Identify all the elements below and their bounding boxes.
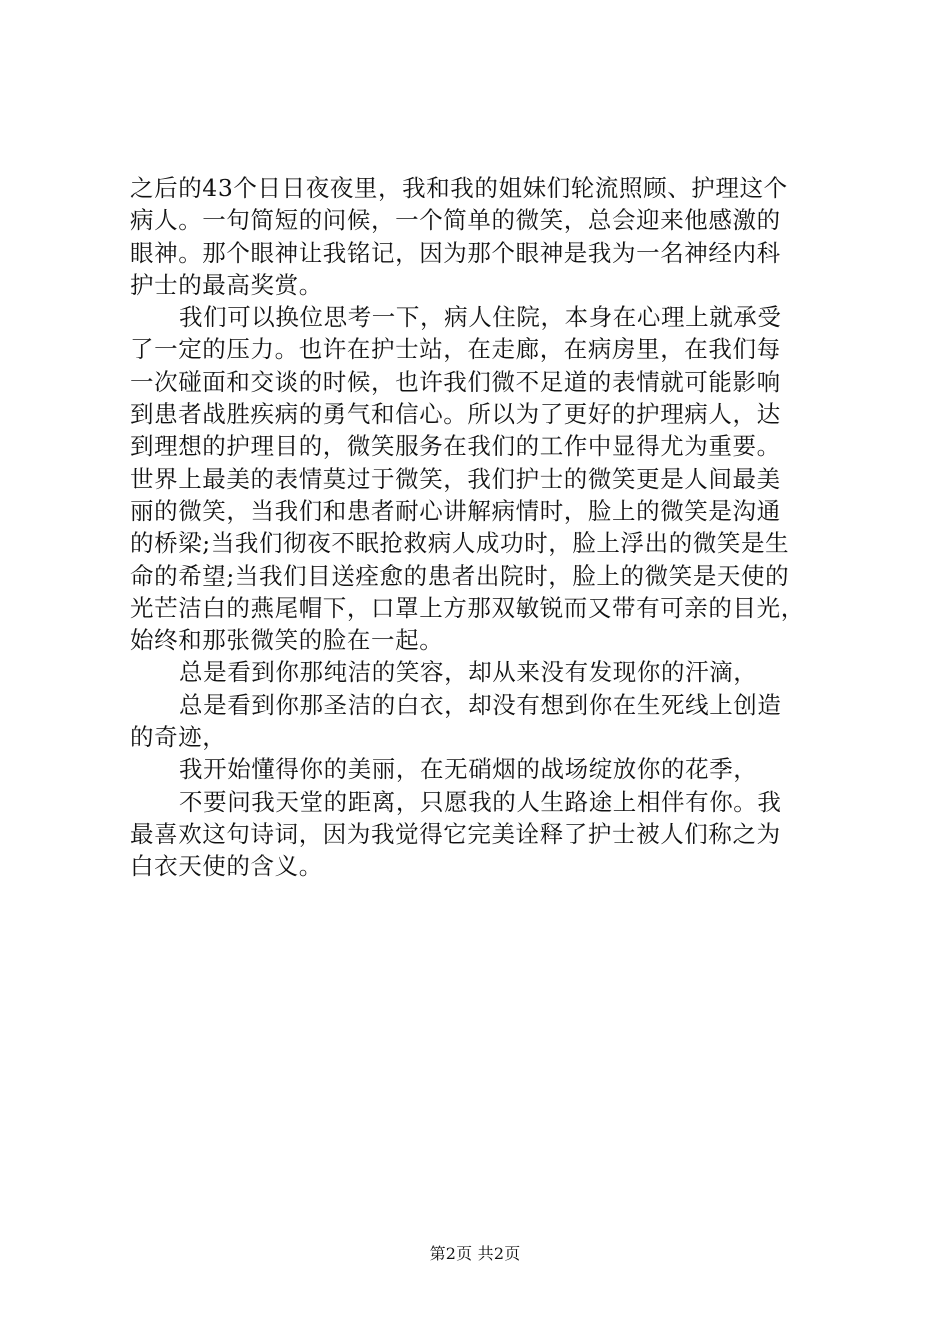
text-line: 最喜欢这句诗词，因为我觉得它完美诠释了护士被人们称之为 [130,819,781,848]
text-line: 的桥梁;当我们彻夜不眠抢救病人成功时，脸上浮出的微笑是生 [130,529,790,558]
text-line: 一次碰面和交谈的时候，也许我们微不足道的表情就可能影响 [130,367,781,396]
text-line: 到理想的护理目的，微笑服务在我们的工作中显得尤为重要。 [130,432,781,461]
text-line: 丽的微笑，当我们和患者耐心讲解病情时，脸上的微笑是沟通 [130,496,781,525]
body-text [130,172,830,883]
text-line: 光芒洁白的燕尾帽下，口罩上方那双敏锐而又带有可亲的目光， [130,593,805,622]
text-line: 白衣天使的含义。 [130,852,323,881]
text-line: 始终和那张微笑的脸在一起。 [130,626,444,655]
text-line: 护士的最高奖赏。 [130,270,323,299]
text-line: 到患者战胜疾病的勇气和信心。所以为了更好的护理病人，达 [130,400,781,429]
poem-line: 我开始懂得你的美丽，在无硝烟的战场绽放你的花季， [179,755,758,784]
text-line: 眼神。那个眼神让我铭记，因为那个眼神是我为一名神经内科 [130,238,781,267]
poem-line: 总是看到你那纯洁的笑容，却从来没有发现你的汗滴， [179,658,758,687]
paragraph-start-line: 不要问我天堂的距离，只愿我的人生路途上相伴有你。我 [179,787,782,816]
paragraph-start-line: 我们可以换位思考一下，病人住院，本身在心理上就承受 [179,303,782,332]
text-line: 病人。一句简短的问候，一个简单的微笑，总会迎来他感激的 [130,206,781,235]
text-line: 命的希望;当我们目送痊愈的患者出院时，脸上的微笑是天使的 [130,561,790,590]
text-line: 之后的43个日日夜夜里，我和我的姐妹们轮流照顾、护理这个 [130,174,788,202]
text-line: 了一定的压力。也许在护士站，在走廊，在病房里，在我们每 [130,335,781,364]
poem-line-continuation: 的奇迹， [130,723,227,752]
poem-line: 总是看到你那圣洁的白衣，却没有想到你在生死线上创造 [179,690,782,719]
text-line: 世界上最美的表情莫过于微笑，我们护士的微笑更是人间最美 [130,464,781,493]
page-number-footer: 第2页 共2页 [429,1244,521,1263]
